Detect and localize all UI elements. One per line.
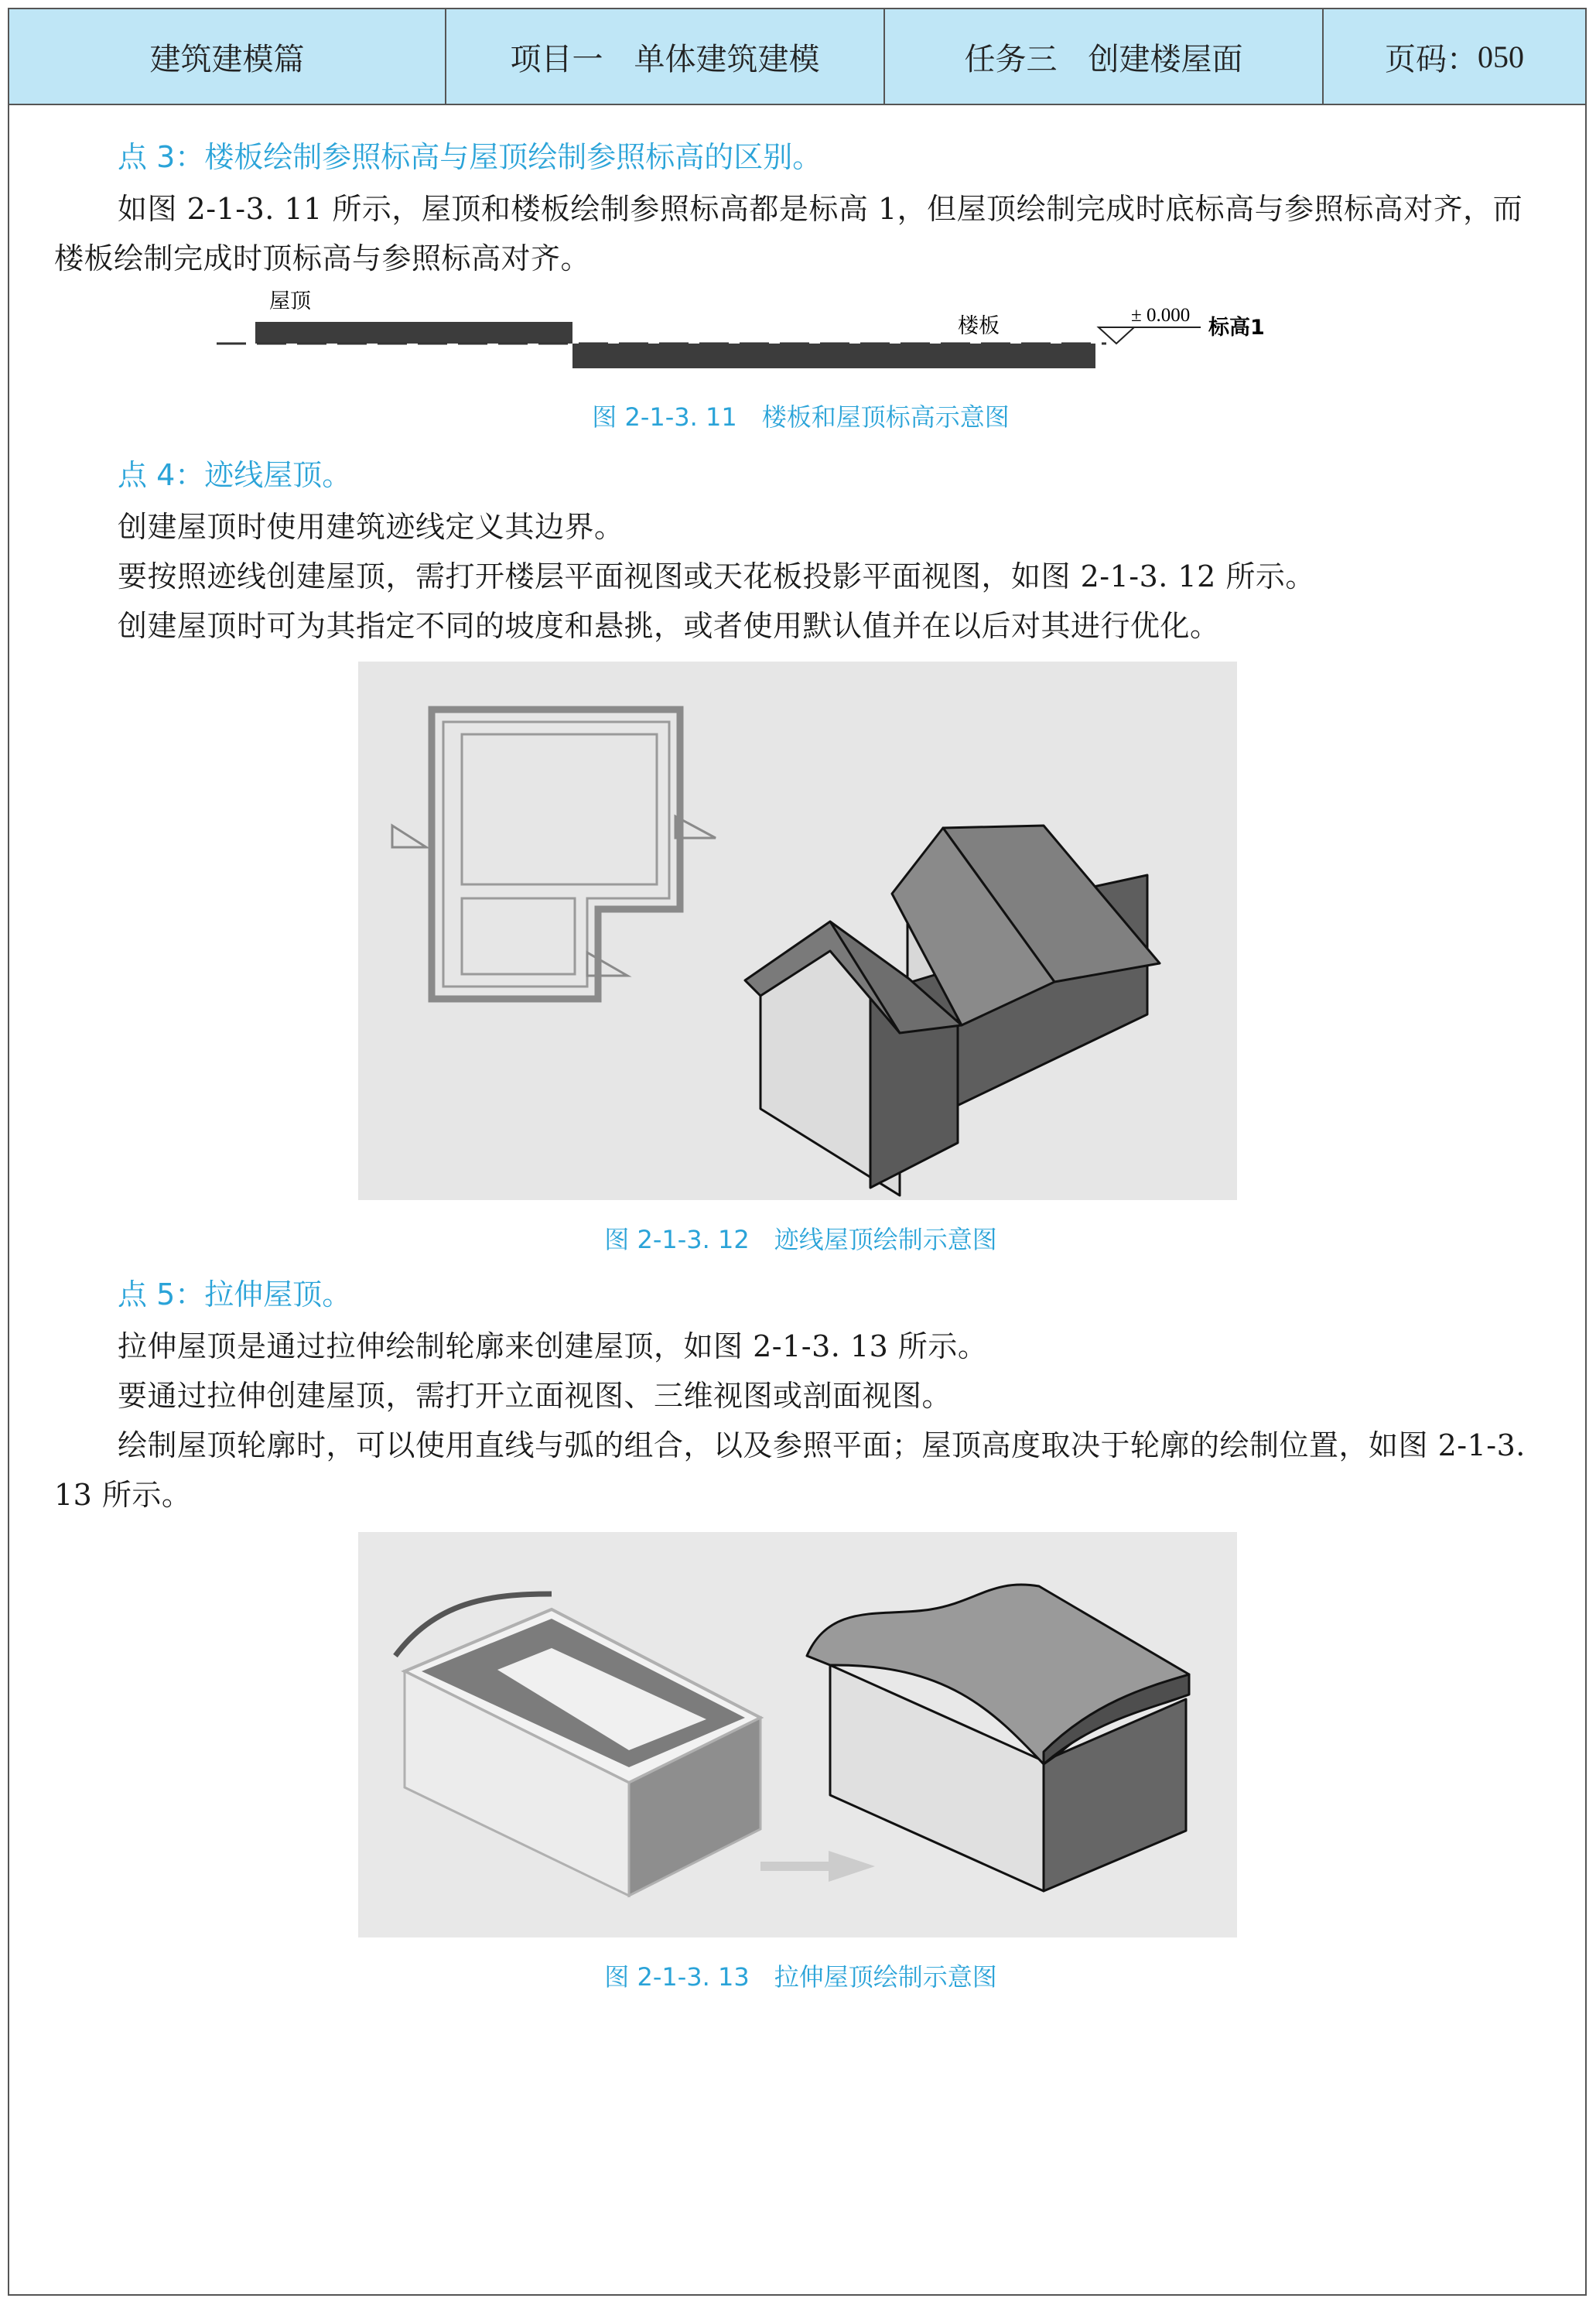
- figure11-label-roof: 屋顶: [269, 289, 311, 313]
- figure12-image: [358, 662, 1237, 1200]
- point3-title: 点 3：楼板绘制参照标高与屋顶绘制参照标高的区别。: [118, 140, 822, 174]
- page-number: 050: [1478, 39, 1524, 74]
- figure11-label-floor: 楼板: [958, 314, 1000, 338]
- point5-para2: 要通过拉伸创建屋顶，需打开立面视图、三维视图或剖面视图。: [118, 1379, 952, 1413]
- page-header: [8, 8, 1587, 105]
- figure13-image: [358, 1532, 1237, 1937]
- roof-block: [255, 322, 572, 344]
- point4-title: 点 4：迹线屋顶。: [118, 458, 352, 492]
- header-page: [1324, 9, 1585, 104]
- figure11-level-name: 标高1: [1208, 316, 1265, 340]
- figure12-caption: 图 2-1-3. 12 迹线屋顶绘制示意图: [604, 1225, 997, 1254]
- figure13-caption: 图 2-1-3. 13 拉伸屋顶绘制示意图: [604, 1962, 997, 1992]
- header-task: 任务三 创建楼屋面: [885, 9, 1324, 104]
- point5-para1: 拉伸屋顶是通过拉伸绘制轮廓来创建屋顶，如图 2-1-3. 13 所示。: [118, 1329, 988, 1363]
- header-section: 建筑建模篇: [9, 9, 446, 104]
- figure11-level-value: ± 0.000: [1131, 305, 1191, 326]
- level-marker-icon: [1099, 327, 1134, 344]
- point4-para3: 创建屋顶时可为其指定不同的坡度和悬挑，或者使用默认值并在以后对其进行优化。: [118, 609, 1220, 643]
- point4-para2: 要按照迹线创建屋顶，需打开楼层平面视图或天花板投影平面视图，如图 2-1-3. 12 所示。: [118, 559, 1315, 593]
- point4-para1: 创建屋顶时使用建筑迹线定义其边界。: [118, 510, 624, 544]
- figure11-caption: 图 2-1-3. 11 楼板和屋顶标高示意图: [592, 402, 1010, 432]
- point5-title: 点 5：拉伸屋顶。: [118, 1277, 352, 1312]
- floor-block: [572, 344, 1095, 368]
- point3-para1: 如图 2-1-3. 11 所示，屋顶和楼板绘制参照标高都是标高 1，但屋顶绘制完成时底标高与参照标高对齐，而楼板绘制完成时顶标高与参照标高对齐。: [54, 192, 1523, 275]
- figure11-diagram: [209, 286, 1292, 387]
- page-label: 页码：: [1385, 41, 1478, 77]
- main-content: [54, 135, 1547, 1993]
- header-project: 项目一 单体建筑建模: [446, 9, 885, 104]
- point5-para3: 绘制屋顶轮廓时，可以使用直线与弧的组合，以及参照平面；屋顶高度取决于轮廓的绘制位置，如图 2-1-3. 13 所示。: [54, 1428, 1526, 1512]
